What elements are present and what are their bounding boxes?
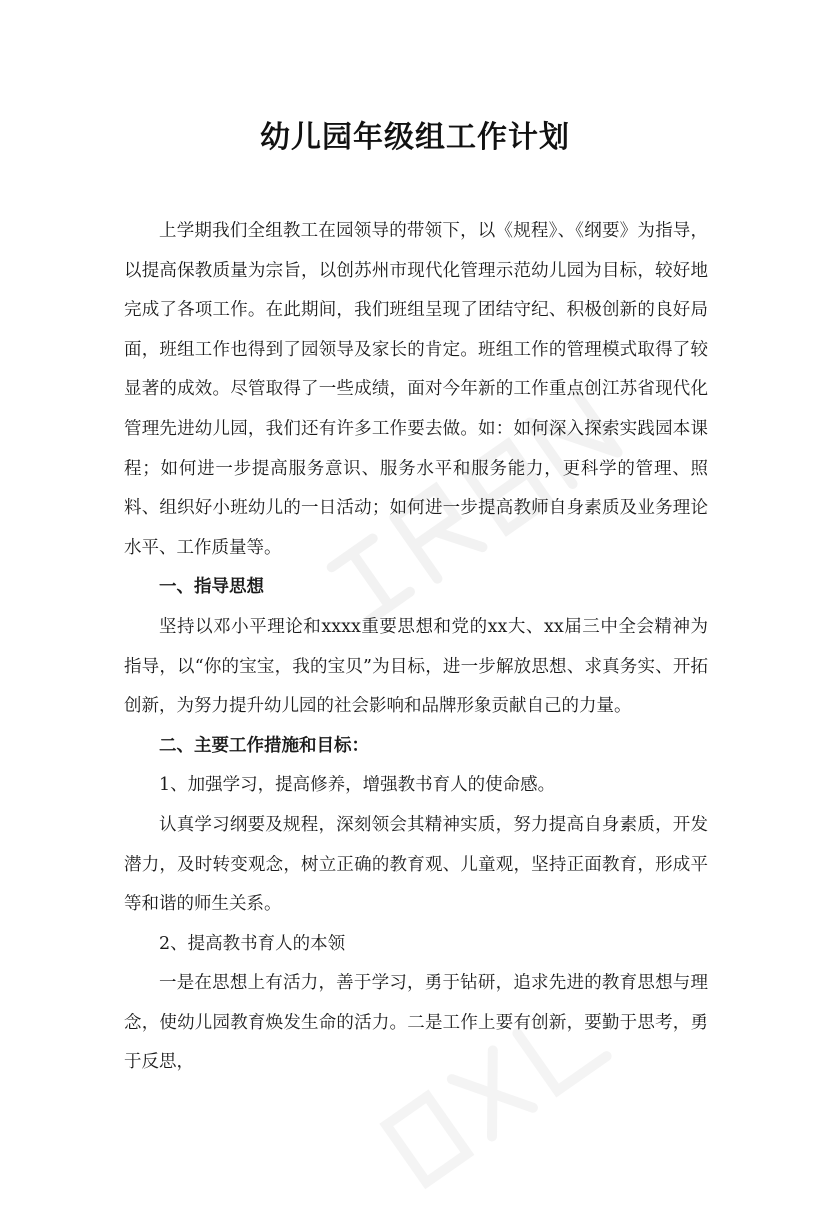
guiding-ideology-paragraph: 坚持以邓小平理论和xxxx重要思想和党的xx大、xx届三中全会精神为指导，以“你的宝宝，我的宝贝”为目标，进一步解放思想、求真务实、开拓创新，为努力提升幼儿园的社会影响和品牌形象贡献自己的力量。 bbox=[124, 616, 708, 717]
document-title: 幼儿园年级组工作计划 bbox=[260, 120, 570, 155]
item-1-title: 1、加强学习，提高修养，增强教书育人的使命感。 bbox=[159, 775, 556, 796]
section-heading-main-measures: 二、主要工作措施和目标： bbox=[159, 735, 369, 756]
intro-paragraph: 上学期我们全组教工在园领导的带领下，以《规程》、《纲要》为指导，以提高保教质量为宗旨，以创苏州市现代化管理示范幼儿园为目标，较好地完成了各项工作。在此期间，我们班组呈现了团结守纪、积极创新的良好局面，班组工作也得到了园领导及家长的肯定。班组工作的管理模式取得了较显著的成效。尽管取得了一些成绩，面对今年新的工作重点创江苏省现代化管理先进幼儿园，我们还有许多工作要去做。如：如何深入探索实践园本课程；如何进一步提高服务意识、服务水平和服务能力，更科学的管理、照料、组织好小班幼儿的一日活动；如何进一步提高教师自身素质及业务理论水平、工作质量等。 bbox=[124, 221, 708, 558]
section-heading-guiding-ideology: 一、指导思想 bbox=[159, 577, 264, 598]
item-2-title: 2、提高教书育人的本领 bbox=[159, 933, 346, 954]
item-2-paragraph: 一是在思想上有活力，善于学习，勇于钻研，追求先进的教育思想与理念，使幼儿园教育焕发生命的活力。二是工作上要有创新，要勤于思考，勇于反思， bbox=[124, 973, 708, 1073]
document-body bbox=[124, 212, 708, 1083]
item-1-paragraph: 认真学习纲要及规程，深刻领会其精神实质，努力提高自身素质，开发潜力，及时转变观念，树立正确的教育观、儿童观，坚持正面教育，形成平等和谐的师生关系。 bbox=[124, 814, 708, 915]
